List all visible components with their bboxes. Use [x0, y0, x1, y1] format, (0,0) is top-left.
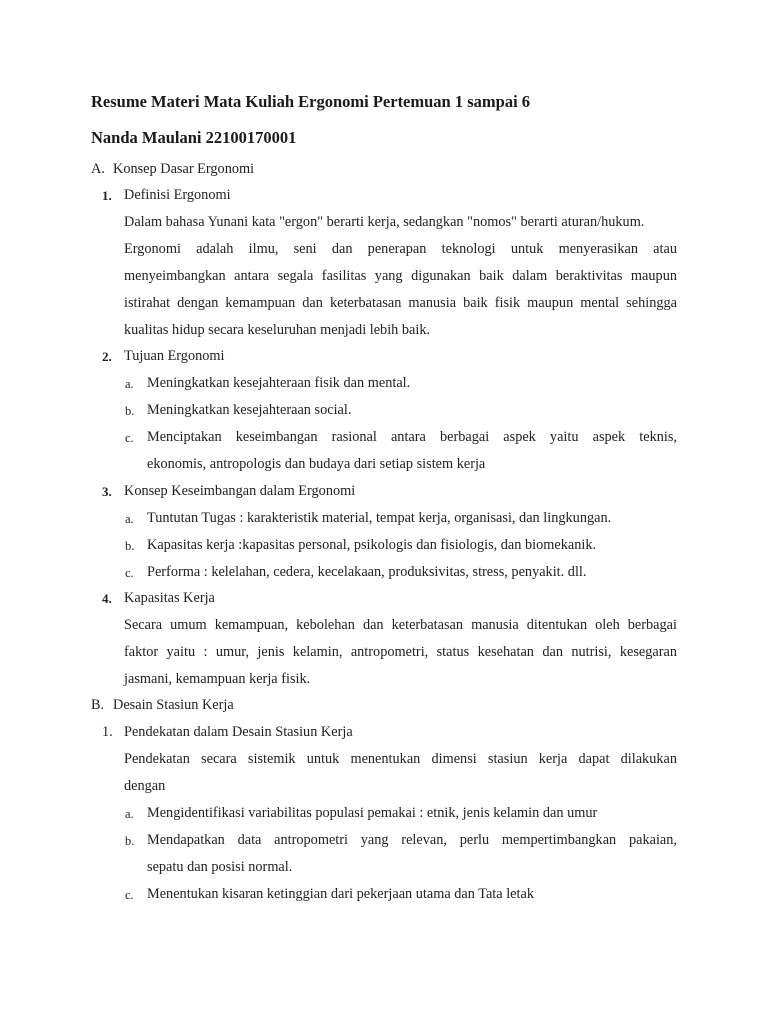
- item-a3-heading: Konsep Keseimbangan dalam Ergonomi: [124, 483, 356, 499]
- paragraph-line: jasmani, kemampuan kerja fisik.: [124, 671, 311, 687]
- subitem-text: Menentukan kisaran ketinggian dari pekerjaan utama dan Tata letak: [147, 886, 534, 902]
- section-a-marker: A.: [91, 161, 105, 177]
- item-a4-heading: Kapasitas Kerja: [124, 590, 215, 606]
- item-b1-marker: 1.: [102, 724, 113, 740]
- subitem-marker: c.: [125, 431, 134, 445]
- paragraph-line: menyeimbangkan antara segala fasilitas yang digunakan baik dalam beraktivitas maupun: [124, 268, 677, 284]
- paragraph-line: Ergonomi adalah ilmu, seni dan penerapan teknologi untuk menyerasikan atau: [124, 241, 677, 257]
- item-a2-heading: Tujuan Ergonomi: [124, 348, 225, 364]
- subitem-text: Kapasitas kerja :kapasitas personal, psikologis dan fisiologis, dan biomekanik.: [147, 537, 597, 553]
- paragraph-line: istirahat dengan kemampuan dan keterbatasan manusia baik fisik maupun mental sehingga: [124, 295, 677, 311]
- subitem-marker: b.: [125, 404, 135, 418]
- subitem-marker: c.: [125, 566, 134, 580]
- subitem-text: ekonomis, antropologis dan budaya dari setiap sistem kerja: [147, 456, 486, 472]
- subitem-marker: a.: [125, 377, 134, 391]
- paragraph-line: Dalam bahasa Yunani kata "ergon" berarti kerja, sedangkan "nomos" berarti aturan/hukum.: [124, 214, 645, 230]
- item-a3-marker: 3.: [102, 484, 112, 499]
- item-a4-marker: 4.: [102, 591, 112, 606]
- section-b-marker: B.: [91, 697, 105, 713]
- subitem-marker: b.: [125, 834, 135, 848]
- subitem-marker: c.: [125, 888, 134, 902]
- section-b-heading: Desain Stasiun Kerja: [113, 697, 234, 713]
- subitem-marker: b.: [125, 539, 135, 553]
- paragraph-line: faktor yaitu : umur, jenis kelamin, antropometri, status kesehatan dan nutrisi, kesegaran: [124, 644, 677, 660]
- subitem-text: Mendapatkan data antropometri yang relevan, perlu mempertimbangkan pakaian,: [147, 832, 677, 848]
- document-title: Resume Materi Mata Kuliah Ergonomi Pertemuan 1 sampai 6: [91, 92, 531, 111]
- subitem-text: Meningkatkan kesejahteraan fisik dan mental.: [147, 375, 411, 391]
- author-line: Nanda Maulani 22100170001: [91, 128, 297, 147]
- item-a2-marker: 2.: [102, 349, 112, 364]
- subitem-text: Menciptakan keseimbangan rasional antara berbagai aspek yaitu aspek teknis,: [147, 429, 677, 445]
- paragraph-line: Secara umum kemampuan, kebolehan dan keterbatasan manusia ditentukan oleh berbagai: [124, 617, 677, 633]
- subitem-marker: a.: [125, 807, 134, 821]
- subitem-text: Mengidentifikasi variabilitas populasi pemakai : etnik, jenis kelamin dan umur: [147, 805, 598, 821]
- subitem-text: sepatu dan posisi normal.: [147, 859, 293, 875]
- item-a1-marker: 1.: [102, 188, 112, 203]
- subitem-text: Meningkatkan kesejahteraan social.: [147, 402, 352, 418]
- subitem-text: Performa : kelelahan, cedera, kecelakaan, produksivitas, stress, penyakit. dll.: [147, 564, 587, 580]
- paragraph-line: kualitas hidup secara keseluruhan menjadi lebih baik.: [124, 322, 431, 338]
- item-a1-heading: Definisi Ergonomi: [124, 187, 231, 203]
- section-a-heading: Konsep Dasar Ergonomi: [113, 161, 255, 177]
- paragraph-line: Pendekatan secara sistemik untuk menentukan dimensi stasiun kerja dapat dilakukan: [124, 751, 677, 767]
- subitem-text: Tuntutan Tugas : karakteristik material, tempat kerja, organisasi, dan lingkungan.: [147, 510, 612, 526]
- paragraph-line: dengan: [124, 778, 166, 794]
- subitem-marker: a.: [125, 512, 134, 526]
- item-b1-heading: Pendekatan dalam Desain Stasiun Kerja: [124, 724, 353, 740]
